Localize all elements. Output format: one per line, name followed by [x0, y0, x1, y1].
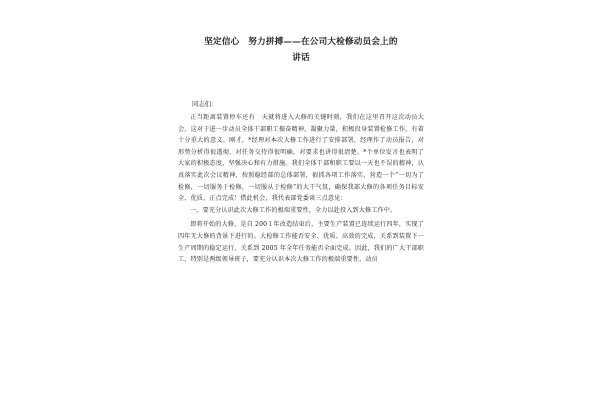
- salutation: 同志们：: [192, 100, 218, 108]
- title-line-2: 讲话: [292, 53, 310, 63]
- document-title: [178, 34, 424, 66]
- paragraph-point-one: 一、要充分认识此次大修工作的极端重要性，全力以赴投入到大修工作中。: [190, 206, 397, 214]
- paragraph-intro: 正当距离装置停车还有 天就将进入大修的关键时刻，我们在这里召开这次动员大会，这对于进一步动员全体干部职工振奋精神，凝聚力量，积极投身装置检修工作，有着十分重大的意义。刚才，*经理对本次大修工作进行了安排部署，经理作了动员报告，对形势分析得很透彻，对任务交待得很明确，对要求也讲得很清楚。*个单位发言也表明了大家的积极态度，坚强决心和有力措施。我们全体干部和职工要以一天也不误的精神，认真落实此次会议精神，按照稳经部的总体部署，狠抓各项工作落实，营造一个“一切为了检修，一切服务于检修，一切服从于检修”的大干气氛，确保我部大修的各项任务目标安全、优质、正点完成！借此机会，我代表部党委谈三点意见：: [178, 114, 424, 203]
- paragraph-body: 即将开始的大修，是自 200１年改造结束后，主要生产装置已连续运行四年，实现了四年无大修的背景下进行的。大检修工作能否安全、优质、高效的完成，关系到装置下一生产周期的稳定运行，关系到 2005 年全年任务能否全面完成。因此，我们的广大干部职工，特别是两级领导班子，要充分认识本次大修工作的极端重要性，动员: [178, 221, 424, 264]
- title-line-1: 坚定信心 努力拼搏——在公司大检修动员会上的: [204, 37, 398, 47]
- document-page: [178, 34, 424, 396]
